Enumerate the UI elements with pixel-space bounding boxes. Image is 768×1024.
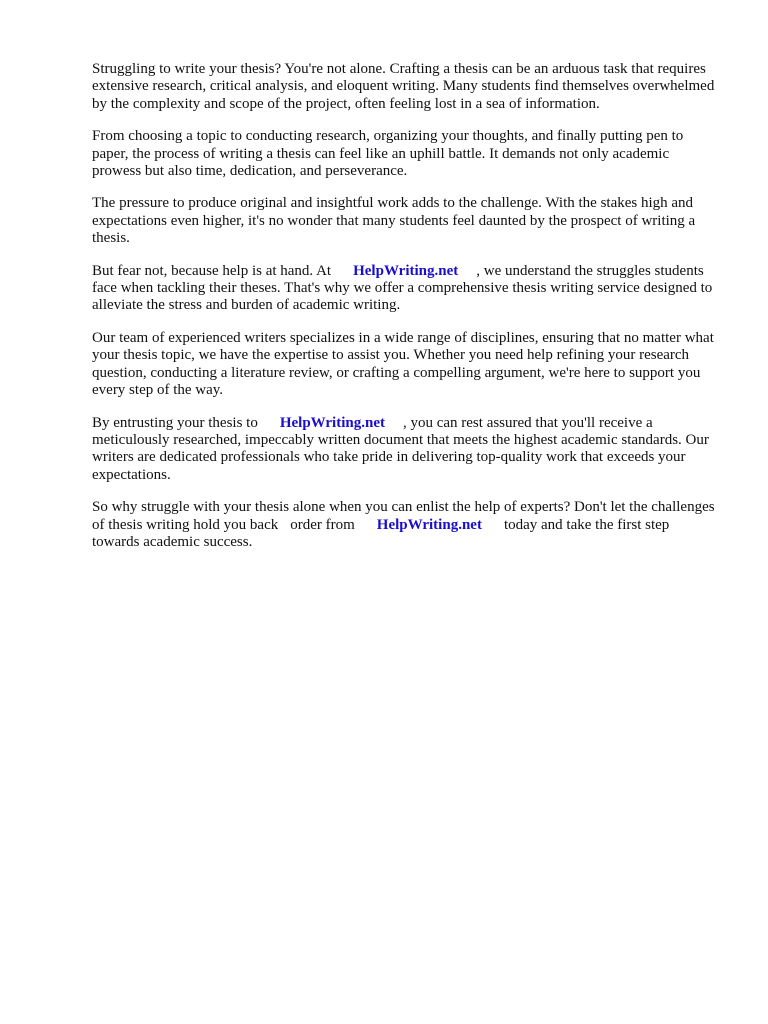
paragraph-team xyxy=(92,330,720,400)
paragraph-closing-text-middle: order from xyxy=(290,516,355,533)
helpwriting-link-3[interactable]: HelpWriting.net xyxy=(376,516,482,533)
helpwriting-link-2[interactable]: HelpWriting.net xyxy=(279,414,385,431)
paragraph-closing-text-before: So why struggle with your thesis alone when you can enlist the help of experts? Don't let the challenges of thesis writing hold you back xyxy=(92,499,715,533)
paragraph-closing-text-after: today and take the first step towards academic success. xyxy=(92,516,670,550)
paragraph-pressure-text: The pressure to produce original and insightful work adds to the challenge. With the stakes high and expectations even higher, it's no wonder that many students feel daunted by the prospect of writing a thesis. xyxy=(92,195,696,247)
paragraph-help-text-before: But fear not, because help is at hand. At xyxy=(92,262,332,279)
paragraph-pressure xyxy=(92,195,720,247)
paragraph-process xyxy=(92,128,720,180)
paragraph-team-text: Our team of experienced writers specializes in a wide range of disciplines, ensuring that no matter what your thesis topic, we have the expertise to assist you. Whether you need help refining your research question, conducting a literature review, or crafting a compelling argument, we're here to support you every step of the way. xyxy=(92,329,714,399)
paragraph-entrust-text-after: , you can rest assured that you'll receive a meticulously researched, impeccably written document that meets the highest academic standards. Our writers are dedicated professionals who take pride in delivering top-quality work that exceeds your expectations. xyxy=(92,414,709,483)
paragraph-entrust-text-before: By entrusting your thesis to xyxy=(92,414,258,431)
helpwriting-link-1[interactable]: HelpWriting.net xyxy=(353,262,459,279)
paragraph-help xyxy=(92,263,720,315)
document-body xyxy=(92,61,720,566)
paragraph-intro-text: Struggling to write your thesis? You're not alone. Crafting a thesis can be an arduous task that requires extensive research, critical analysis, and eloquent writing. Many students find themselves overwhelmed by the complexity and scope of the project, often feeling lost in a sea of information. xyxy=(92,61,715,112)
paragraph-process-text: From choosing a topic to conducting research, organizing your thoughts, and finally putting pen to paper, the process of writing a thesis can feel like an uphill battle. It demands not only academic prowess but also time, dedication, and perseverance. xyxy=(92,128,684,180)
paragraph-closing xyxy=(92,499,720,551)
paragraph-entrust xyxy=(92,415,720,485)
paragraph-intro xyxy=(92,61,720,113)
paragraph-help-text-after: , we understand the struggles students face when tackling their theses. That's why we offer a comprehensive thesis writing service designed to alleviate the stress and burden of academic writing. xyxy=(92,262,713,314)
